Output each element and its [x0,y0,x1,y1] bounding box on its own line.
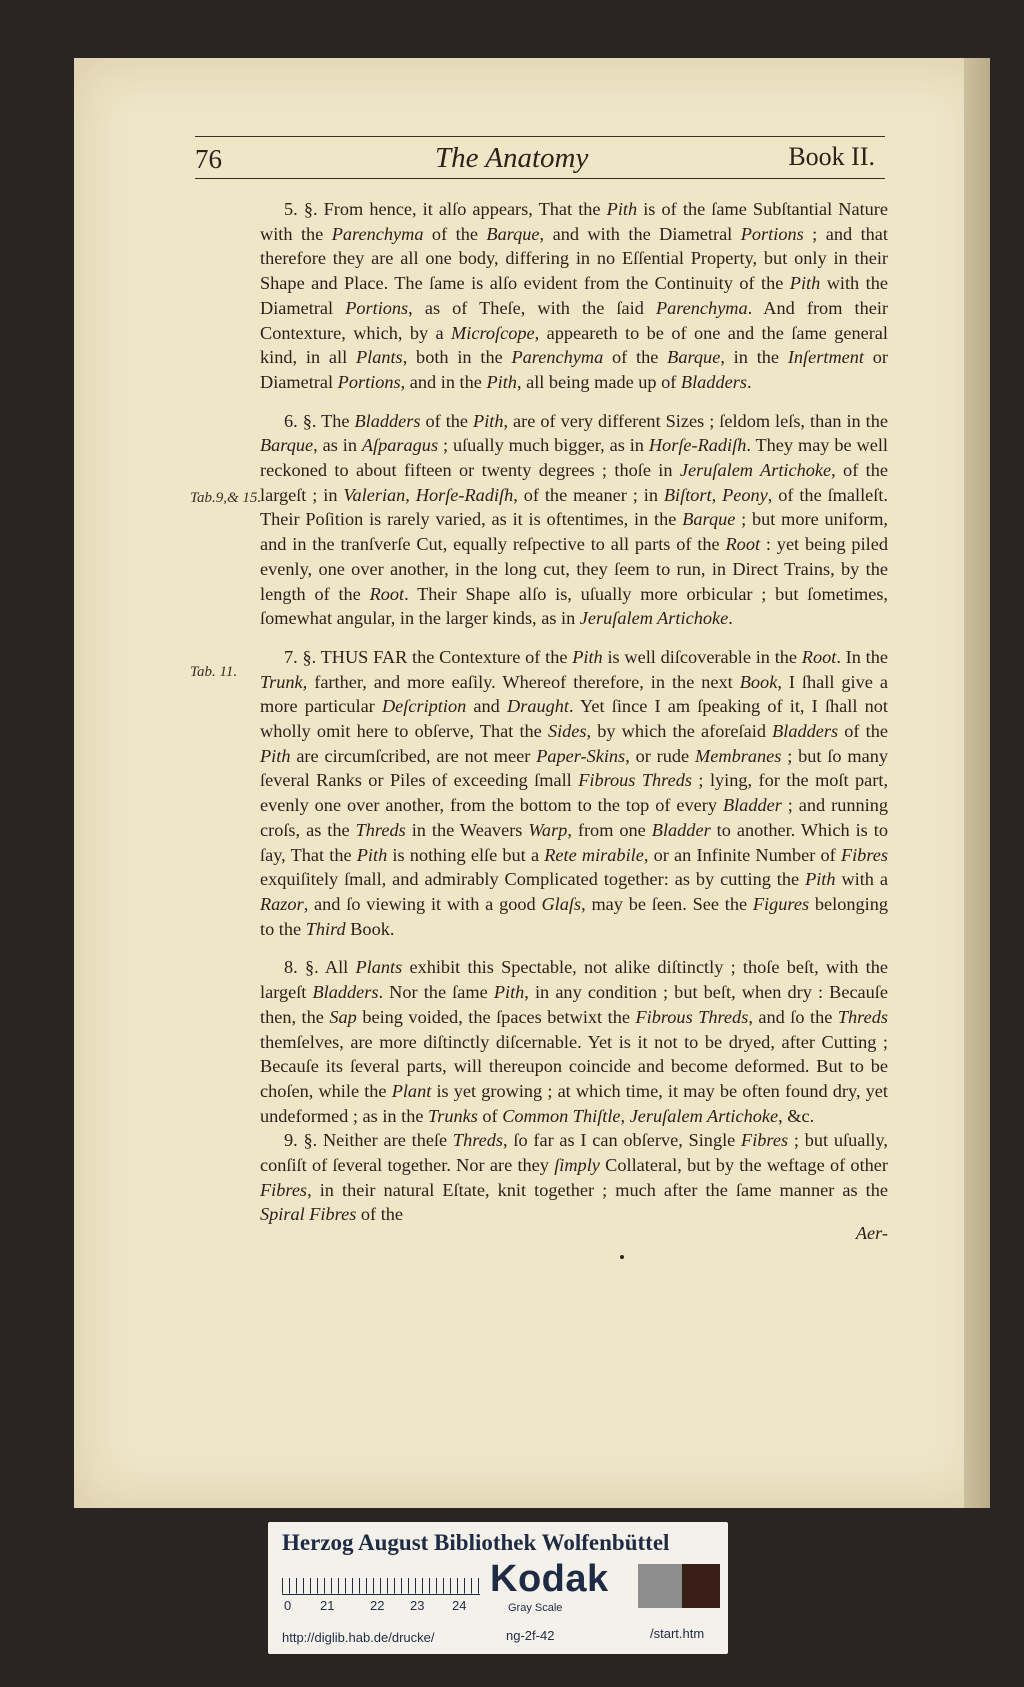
text-run: or Diametral [260,347,889,392]
italic-term: Parenchyma [655,297,748,318]
gray-swatch [638,1564,682,1608]
italic-term: Pith [473,410,504,431]
paragraph-5 [260,197,888,395]
italic-term: Jeruſalem Artichoke [579,608,729,629]
text-run: . In the [836,646,888,667]
text-run: of the [356,1204,404,1225]
text-run: ; but uſually, conſiſt of ſeveral together. Nor are they [260,1130,889,1176]
ruler-label: 24 [452,1598,467,1613]
italic-term: Pith [572,646,603,667]
italic-term: Microſcope [451,322,535,343]
paragraph-7 [260,645,888,941]
italic-term: Aſparagus [361,435,439,456]
text-run: exquiſitely ſmall, and admirably Complicated together: as by cutting the [260,869,806,890]
italic-term: Bladders [312,982,379,1003]
text-run: , ſo far as I can obſerve, Single [503,1130,742,1151]
ruler-label: 0 [284,1598,292,1613]
ink-speck [620,1255,624,1259]
italic-term: Bladder [722,795,782,816]
text-run: , in their natural Eſtate, knit together ; much after the ſame manner as the [307,1179,888,1200]
body-text [260,197,888,1246]
text-run: , farther, and more eaſily. Whereof therefore, in the next [302,671,740,692]
italic-term: Inſertment [787,347,864,368]
text-run: belonging to the [260,893,889,939]
text-run: 6. §. The [284,410,355,431]
italic-term: Common Thiſtle, Jeruſalem Artichoke [502,1105,779,1126]
italic-term: Portions [337,371,401,392]
italic-term: Rete mirabile [544,844,644,865]
italic-term: Paper-Skins [536,745,626,766]
italic-term: Threds [452,1130,504,1151]
text-run: Book. [345,918,395,939]
italic-term: Spiral Fibres [260,1204,357,1225]
italic-term: Pith [486,371,517,392]
italic-term: Pith [493,982,525,1003]
text-run: , from one [567,819,652,840]
italic-term: Warp [528,819,568,840]
text-run: of the [420,410,474,431]
italic-term: Glaſs [541,893,582,914]
text-run: . They may be well reckoned to about fifteen or twenty degrees ; thoſe in [260,435,888,481]
italic-term: Draught [507,696,569,717]
text-run: is yet growing ; at which time, it may be often found dry, yet undeformed ; as in the [260,1080,888,1126]
italic-term: Figures [752,893,810,914]
italic-term: Portions [740,223,804,244]
text-run: is of the ſame Subſtantial Nature with the [260,199,888,244]
text-run: being voided, the ſpaces betwixt the [356,1006,636,1027]
text-run: , both in the [402,347,512,368]
text-run: ; but ſo many ſeveral Ranks or Piles of exceeding ſmall [260,745,889,791]
catchword: Aer- [855,1223,888,1244]
text-run: : yet being piled evenly, one over another, in the long cut, they ſeem to run, in Direct Trains, by the length of the [260,534,888,604]
italic-term: Pith [789,273,821,294]
text-run: of the [603,347,668,368]
italic-term: Threds [837,1006,888,1027]
text-run: of [477,1105,503,1126]
italic-term: Third [305,918,346,939]
text-run: with a [835,869,888,890]
text-run: , as of Theſe, with the ſaid [408,297,656,318]
italic-term: Barque [682,509,736,530]
start-link: /start.htm [650,1626,705,1641]
text-run: and [466,696,507,717]
text-run: , in the [720,347,788,368]
text-run: . [746,371,752,392]
text-run: , appeareth to be of one and the ſame general kind, in all [260,322,888,368]
italic-term: Bladders [772,721,839,742]
text-run: 5. §. From hence, it alſo appears, That the [284,199,607,219]
italic-term: Sides [547,721,587,742]
italic-term: Plant [391,1080,432,1101]
text-run: themſelves, are more diſtinctly diſcernable. Yet is it not to be dryed, after Cutting ; Becauſe its ſeveral parts, will thereupon coincide and become deformed. But to be choſen, while the [260,1031,888,1101]
text-run: , of the largeſt ; in [260,460,888,505]
italic-term: Fibres [840,844,888,865]
ruler-label: 21 [320,1598,335,1613]
text-run: is well diſcoverable in the [602,646,802,667]
italic-term: Razor [260,893,304,914]
text-run: ; uſually much bigger, as in [438,435,649,456]
library-name: Herzog August Bibliothek Wolfenbüttel [282,1530,670,1555]
italic-term: Book [739,671,778,692]
text-run: . [728,608,733,629]
text-run: , and ſo the [748,1006,838,1027]
italic-term: Plants [355,347,403,368]
text-run: , in any condition ; but beſt, when dry : Becauſe then, the [260,982,889,1027]
italic-term: Parenchyma [511,347,604,368]
color-calibration-card [268,1522,728,1654]
italic-term: Root [801,646,837,667]
ruler-labels [282,1598,482,1616]
measurement-ruler [282,1568,480,1595]
italic-term: Fibres [260,1179,308,1200]
text-run: 9. §. Neither are theſe [284,1130,453,1151]
text-run: , I ſhall give a more particular [260,671,888,717]
italic-term: Barque [260,435,314,456]
italic-term: Membranes [695,745,782,766]
italic-term: Bladders [354,410,421,431]
italic-term: Barque [486,223,540,244]
text-run: ; and that therefore they are all one body, differing in no Eſſential Property, but only in their Shape and Place. The ſame is alſo evident from the Continuity of the [260,223,888,294]
italic-term: Pith [356,844,388,865]
shelfmark: ng-2f-42 [506,1628,555,1643]
text-run: , and in the [400,371,487,392]
text-run: is nothing elſe but a [387,844,545,865]
page-edge [964,58,990,1508]
text-run: . Nor the ſame [378,982,494,1003]
text-run: in the Weavers [405,819,529,840]
italic-term: Fibrous Threds [635,1006,749,1027]
gray-scale-label: Gray Scale [508,1602,563,1614]
italic-term: Barque [667,347,721,368]
italic-term: Trunks [428,1105,478,1126]
text-run: , or an Infinite Number of [643,844,841,865]
text-run: , and ſo viewing it with a good [303,893,542,914]
text-run: , of the ſmalleſt. Their Poſition is rarely varied, as it is oftentimes, in the [260,484,889,530]
marginal-note-tab11: Tab. 11. [190,664,238,680]
text-run: , or rude [625,745,696,766]
italic-term: Pith [805,869,836,890]
text-run: , are of very different Sizes ; ſeldom leſs, than in the [503,410,888,431]
dark-swatch [682,1564,720,1608]
italic-term: Pith [260,745,291,766]
text-run: ; lying, for the moſt part, evenly one over another, from the bottom to the top of every [260,770,889,816]
italic-term: Bladders [680,371,747,392]
text-run: , as in [313,435,362,456]
text-run: of the [838,721,889,742]
paragraph-8 [260,955,888,1128]
text-run: , all being made up of [516,371,681,392]
text-run: exhibit this Spectable, not alike diſtinctly ; thoſe beſt, with the largeſt [260,957,888,1003]
paragraph-9 [260,1128,888,1227]
text-run: Collateral, but by the weftage of other [599,1155,888,1176]
text-run: are circumſcribed, are not meer [290,745,537,766]
text-run: ; but more uniform, and in the tranſverſe Cut, equally reſpective to all parts of the [260,509,888,555]
kodak-logo: Kodak [490,1558,609,1600]
marginal-note-tab9: Tab.9,& 15. [190,490,262,506]
text-run: ; and running croſs, as the [260,795,889,840]
italic-term: Horſe-Radiſh [648,435,747,456]
ruler-label: 23 [410,1598,425,1613]
text-run: , of the meaner ; in [513,484,664,505]
running-head [195,138,885,179]
head-rule-top [195,136,885,137]
italic-term: Trunk [260,671,303,692]
text-run: 7. §. THUS FAR the Contexture of the [284,646,573,667]
italic-term: Biſtort, Peony [663,484,768,505]
italic-term: Parenchyma [331,223,424,244]
italic-term: Deſcription [381,696,467,717]
book-label: Book II. [788,142,875,171]
text-run: . And from their Contexture, which, by a [260,297,889,343]
italic-term: Portions [345,297,409,318]
text-run: with the Diametral [260,273,888,318]
italic-term: Plants [355,957,403,978]
text-run: 8. §. All [284,957,356,978]
italic-term: Sap [329,1006,357,1027]
italic-term: Fibrous Threds [578,770,692,791]
running-title: The Anatomy [435,142,589,174]
italic-term: Jeruſalem Artichoke [679,460,832,481]
italic-term: Fibres [741,1130,789,1151]
text-run: . Yet ſince I am ſpeaking of it, I ſhall not wholly omit here to obſerve, That the [260,696,888,742]
italic-term: Valerian, Horſe-Radiſh [343,484,514,505]
italic-term: Root [725,534,761,555]
text-run: . Their Shape alſo is, uſually more orbicular ; but ſometimes, ſomewhat angular, in the larger kinds, as in [260,583,889,629]
ruler-label: 22 [370,1598,385,1613]
text-run: , by which the aforeſaid [586,721,773,742]
page-number: 76 [195,144,222,174]
text-run: , &c. [778,1105,815,1126]
text-run: to another. Which is to ſay, That the [260,819,889,865]
italic-term: Root [369,583,405,604]
text-run: , and with the Diametral [539,223,741,244]
text-run: , may be ſeen. See the [581,893,753,914]
italic-term: Bladder [651,819,711,840]
italic-term: Threds [355,819,406,840]
italic-term: ſimply [554,1155,600,1176]
paragraph-6 [260,409,888,631]
source-url: http://diglib.hab.de/drucke/ [282,1630,435,1645]
text-run: of the [423,223,487,244]
italic-term: Pith [606,199,638,219]
